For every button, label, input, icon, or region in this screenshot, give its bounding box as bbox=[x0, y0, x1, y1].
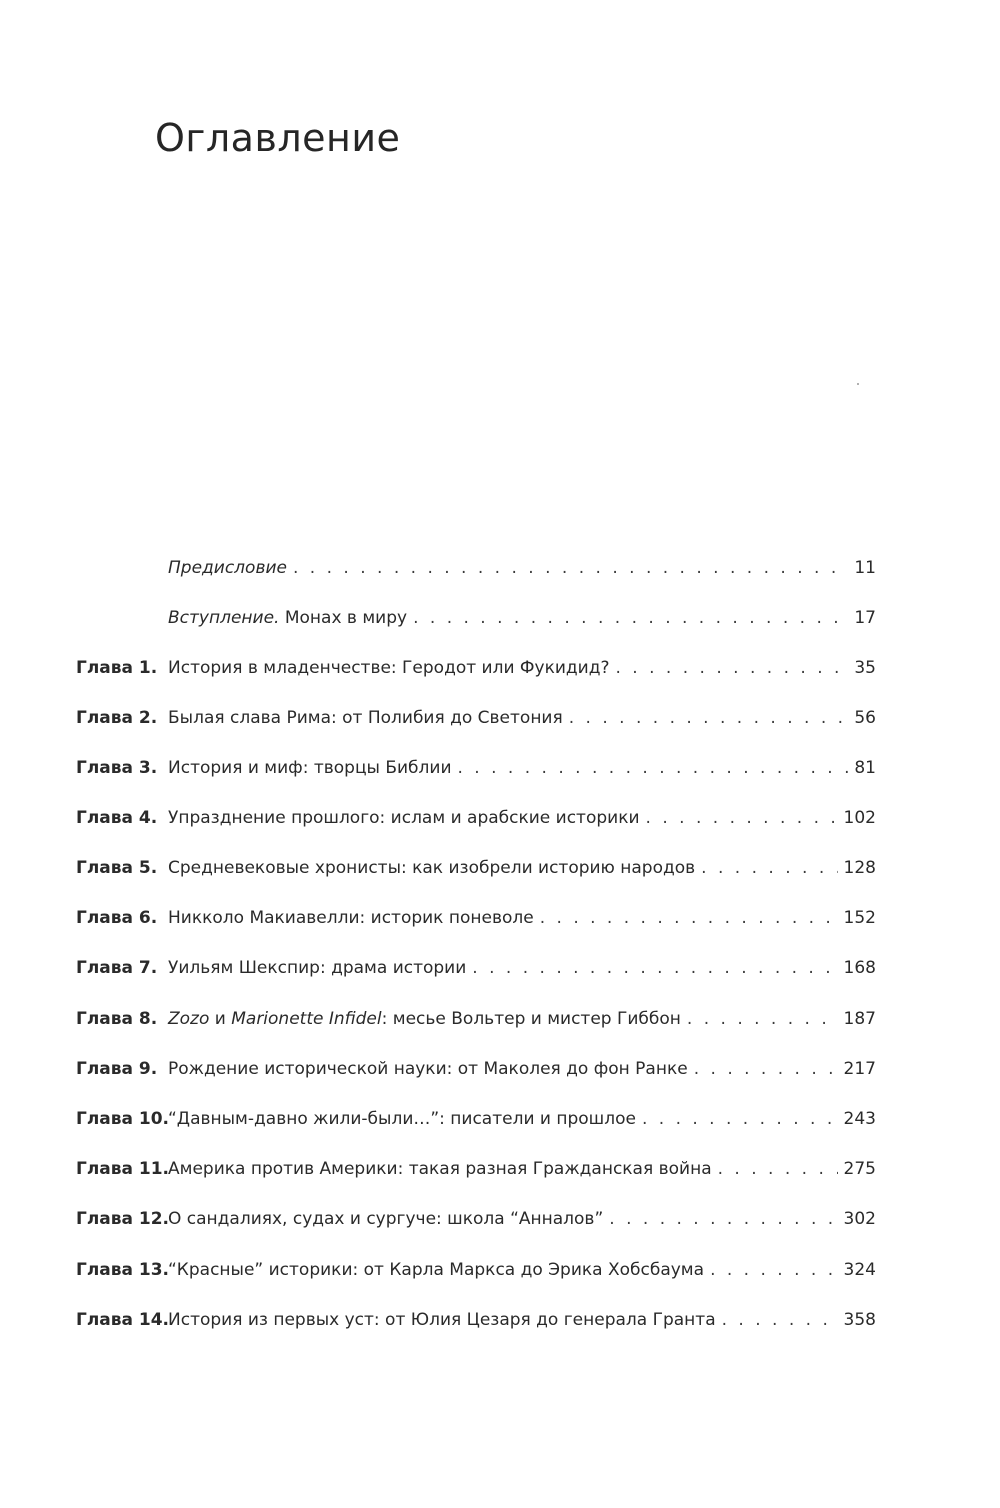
chapter-label: Глава 14. bbox=[76, 1310, 170, 1330]
entry-title-text: Уильям Шекспир: драма истории bbox=[168, 958, 467, 978]
entry-line bbox=[168, 1151, 876, 1187]
entry-title-text: : месье Вольтер и мистер Гиббон bbox=[381, 1009, 681, 1029]
dot-leader bbox=[293, 550, 848, 586]
page-number: 187 bbox=[843, 1009, 876, 1029]
entry-title-text: Средневековые хронисты: как изобрели историю народов bbox=[168, 858, 696, 878]
entry-line bbox=[168, 800, 876, 836]
entry-line bbox=[168, 1001, 876, 1037]
toc-entry[interactable] bbox=[0, 1051, 1000, 1087]
page-number: 275 bbox=[843, 1159, 876, 1179]
page-number: 81 bbox=[854, 758, 876, 778]
entry-title-text: Америка против Америки: такая разная Гражданская война bbox=[168, 1159, 712, 1179]
page-number: 217 bbox=[843, 1059, 876, 1079]
entry-title bbox=[168, 1201, 603, 1237]
entry-title-text: Монах в миру bbox=[279, 608, 408, 628]
chapter-label: Глава 13. bbox=[76, 1260, 170, 1280]
dot-leader bbox=[540, 900, 838, 936]
entry-line bbox=[168, 1252, 876, 1288]
page-number: 35 bbox=[854, 658, 876, 678]
toc-entry[interactable] bbox=[0, 700, 1000, 736]
toc-entry[interactable] bbox=[0, 750, 1000, 786]
toc-entry[interactable] bbox=[0, 850, 1000, 886]
page-number: 302 bbox=[843, 1209, 876, 1229]
dot-leader bbox=[616, 650, 849, 686]
entry-title bbox=[168, 1302, 716, 1338]
entry-line bbox=[168, 650, 876, 686]
toc-entry[interactable] bbox=[0, 800, 1000, 836]
entry-title bbox=[168, 800, 640, 836]
entry-title-italic: Предисловие bbox=[168, 558, 287, 578]
entry-title-text: Упразднение прошлого: ислам и арабские историки bbox=[168, 808, 640, 828]
chapter-label: Глава 10. bbox=[76, 1109, 170, 1129]
chapter-label: Глава 11. bbox=[76, 1159, 170, 1179]
chapter-label: Глава 2. bbox=[76, 708, 158, 728]
entry-title-text: Никколо Макиавелли: историк поневоле bbox=[168, 908, 534, 928]
entry-line bbox=[168, 1201, 876, 1237]
page-number: 358 bbox=[843, 1310, 876, 1330]
entry-title-text: и bbox=[209, 1009, 232, 1029]
toc-entry[interactable] bbox=[0, 1201, 1000, 1237]
dot-leader bbox=[722, 1302, 838, 1338]
entry-line bbox=[168, 1302, 876, 1338]
dot-leader bbox=[569, 700, 848, 736]
page-number: 11 bbox=[854, 558, 876, 578]
entry-line bbox=[168, 600, 876, 636]
page-number: 152 bbox=[843, 908, 876, 928]
entry-title-italic: Marionette Infidel bbox=[231, 1009, 382, 1029]
entry-line bbox=[168, 850, 876, 886]
entry-title bbox=[168, 850, 695, 886]
entry-title bbox=[168, 650, 610, 686]
page-number: 102 bbox=[843, 808, 876, 828]
chapter-label: Глава 7. bbox=[76, 958, 158, 978]
chapter-label: Глава 1. bbox=[76, 658, 158, 678]
entry-title bbox=[168, 700, 563, 736]
entry-line bbox=[168, 700, 876, 736]
entry-title-text: Рождение исторической науки: от Маколея до фон Ранке bbox=[168, 1059, 688, 1079]
chapter-label: Глава 9. bbox=[76, 1059, 158, 1079]
toc-entry[interactable] bbox=[0, 900, 1000, 936]
entry-line bbox=[168, 550, 876, 586]
dot-leader bbox=[609, 1201, 837, 1237]
entry-line bbox=[168, 750, 876, 786]
entry-line bbox=[168, 1101, 876, 1137]
entry-title-text: История и миф: творцы Библии bbox=[168, 758, 452, 778]
toc-entry[interactable] bbox=[0, 1151, 1000, 1187]
toc-entry[interactable] bbox=[0, 650, 1000, 686]
entry-title bbox=[168, 550, 287, 586]
toc-entry[interactable] bbox=[0, 950, 1000, 986]
dot-leader bbox=[718, 1151, 838, 1187]
dot-leader bbox=[642, 1101, 838, 1137]
entry-title bbox=[168, 600, 407, 636]
page-number: 17 bbox=[854, 608, 876, 628]
entry-title bbox=[168, 950, 466, 986]
dot-leader bbox=[694, 1051, 838, 1087]
dot-leader bbox=[472, 950, 837, 986]
chapter-label: Глава 5. bbox=[76, 858, 158, 878]
dot-leader bbox=[701, 850, 837, 886]
chapter-label: Глава 6. bbox=[76, 908, 158, 928]
toc-entry[interactable] bbox=[0, 1252, 1000, 1288]
entry-title-text: “Красные” историки: от Карла Маркса до Эрика Хобсбаума bbox=[168, 1260, 705, 1280]
chapter-label: Глава 4. bbox=[76, 808, 158, 828]
page-number: 324 bbox=[843, 1260, 876, 1280]
dot-leader bbox=[710, 1252, 837, 1288]
chapter-label: Глава 12. bbox=[76, 1209, 170, 1229]
entry-title bbox=[168, 900, 534, 936]
page-number: 56 bbox=[854, 708, 876, 728]
chapter-label: Глава 8. bbox=[76, 1009, 158, 1029]
page-number: 168 bbox=[843, 958, 876, 978]
dot-leader bbox=[413, 600, 848, 636]
entry-title bbox=[168, 1151, 712, 1187]
toc-entry[interactable] bbox=[0, 1101, 1000, 1137]
entry-title bbox=[168, 1101, 636, 1137]
toc-entry[interactable] bbox=[0, 600, 1000, 636]
entry-title bbox=[168, 1001, 681, 1037]
dot-leader bbox=[646, 800, 838, 836]
scan-speck bbox=[857, 383, 859, 385]
entry-line bbox=[168, 900, 876, 936]
entry-title-text: Былая слава Рима: от Полибия до Светония bbox=[168, 708, 563, 728]
chapter-label: Глава 3. bbox=[76, 758, 158, 778]
entry-line bbox=[168, 950, 876, 986]
toc-entry[interactable] bbox=[0, 1001, 1000, 1037]
entry-title-italic: Zozo bbox=[168, 1009, 210, 1029]
dot-leader bbox=[687, 1001, 838, 1037]
entry-title-text: О сандалиях, судах и сургуче: школа “Анналов” bbox=[168, 1209, 604, 1229]
entry-title-text: “Давным-давно жили-были…”: писатели и прошлое bbox=[168, 1109, 636, 1129]
page-number: 128 bbox=[843, 858, 876, 878]
entry-title-text: История в младенчестве: Геродот или Фукидид? bbox=[168, 658, 610, 678]
dot-leader bbox=[458, 750, 849, 786]
entry-title-italic: Вступление. bbox=[168, 608, 280, 628]
entry-title bbox=[168, 750, 452, 786]
toc-entry[interactable] bbox=[0, 1302, 1000, 1338]
page-title: Оглавление bbox=[155, 116, 401, 160]
entry-line bbox=[168, 1051, 876, 1087]
entry-title-text: История из первых уст: от Юлия Цезаря до генерала Гранта bbox=[168, 1310, 716, 1330]
toc-entry[interactable] bbox=[0, 550, 1000, 586]
entry-title bbox=[168, 1252, 704, 1288]
page-number: 243 bbox=[843, 1109, 876, 1129]
entry-title bbox=[168, 1051, 688, 1087]
